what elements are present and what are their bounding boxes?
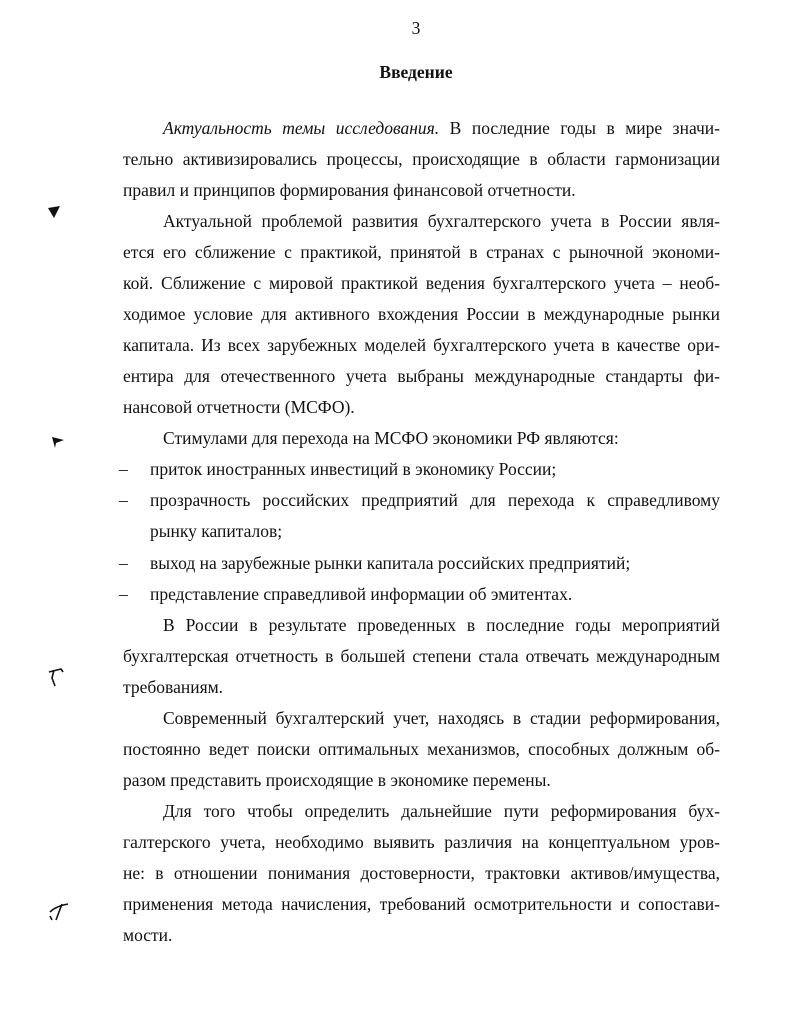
margin-mark-icon: [46, 204, 62, 220]
paragraph-6-line-3: не: в отношении понимания достоверности, трактовки активов/имущества,: [123, 863, 720, 883]
paragraph-5-line-1: Современный бухгалтерский учет, находясь в стадии реформирования,: [163, 708, 720, 728]
page-title: Введение: [379, 62, 453, 82]
margin-mark-icon: [50, 434, 66, 450]
bullet-1: приток иностранных инвестиций в экономику России;: [150, 459, 557, 479]
page-number: 3: [411, 18, 421, 38]
margin-mark-icon: [46, 898, 72, 924]
bullet-2-line-2: рынку капиталов;: [150, 521, 283, 541]
paragraph-6-line-1: Для того чтобы определить дальнейшие пути реформирования бух-: [163, 801, 720, 821]
paragraph-2-line-6: ентира для отечественного учета выбраны международные стандарты фи-: [123, 366, 720, 386]
paragraph-1-line-1: [163, 117, 720, 139]
paragraph-5-line-3: разом представить происходящие в экономике перемены.: [123, 770, 551, 790]
bullet-dash: –: [119, 459, 128, 479]
paragraph-2-line-7: нансовой отчетности (МСФО).: [123, 397, 355, 417]
paragraph-6-line-4: применения метода начисления, требований осмотрительности и сопостави-: [123, 894, 720, 914]
bullet-dash: –: [119, 490, 128, 510]
bullet-4: представление справедливой информации об эмитентах.: [150, 584, 573, 604]
paragraph-6-line-5: мости.: [123, 925, 173, 945]
paragraph-1-line-2: тельно активизировались процессы, происходящие в области гармонизации: [123, 149, 720, 169]
paragraph-3: Стимулами для перехода на МСФО экономики РФ являются:: [163, 428, 619, 448]
bullet-2-line-1: прозрачность российских предприятий для перехода к справедливому: [150, 490, 720, 510]
emphasis-text: Актуальность темы исследования.: [163, 118, 440, 138]
bullet-3: выход на зарубежные рынки капитала российских предприятий;: [150, 553, 631, 573]
paragraph-2-line-3: кой. Сближение с мировой практикой ведения бухгалтерского учета – необ-: [123, 273, 720, 293]
paragraph-4-line-1: В России в результате проведенных в последние годы мероприятий: [163, 615, 720, 635]
paragraph-2-line-4: ходимое условие для активного вхождения России в международные рынки: [123, 304, 720, 324]
paragraph-2-line-5: капитала. Из всех зарубежных моделей бухгалтерского учета в качестве ори-: [123, 335, 720, 355]
paragraph-6-line-2: галтерского учета, необходимо выявить различия на концептуальном уров-: [123, 832, 720, 852]
paragraph-5-line-2: постоянно ведет поиски оптимальных механизмов, способных должным об-: [123, 739, 720, 759]
paragraph-2-line-1: Актуальной проблемой развития бухгалтерского учета в России явля-: [163, 211, 720, 231]
paragraph-4-line-2: бухгалтерская отчетность в большей степени стала отвечать международным: [123, 646, 720, 666]
paragraph-1-line-3: правил и принципов формирования финансовой отчетности.: [123, 180, 576, 200]
paragraph-text: В последние годы в мире значи-: [439, 118, 720, 138]
margin-mark-icon: [46, 664, 66, 690]
paragraph-2-line-2: ется его сближение с практикой, принятой в странах с рыночной экономи-: [123, 242, 720, 262]
paragraph-4-line-3: требованиям.: [123, 677, 224, 697]
bullet-dash: –: [119, 553, 128, 573]
bullet-dash: –: [119, 584, 128, 604]
